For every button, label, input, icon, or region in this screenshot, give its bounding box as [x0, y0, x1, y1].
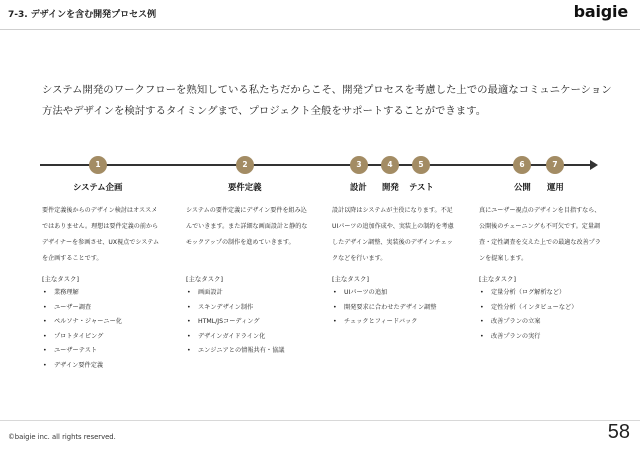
phase-label-requirements: 要件定義 — [228, 182, 262, 192]
list-item: • プロトタイピング — [42, 330, 122, 345]
list-item: • 改善プランの立案 — [479, 315, 577, 330]
list-item: • デザインガイドライン化 — [186, 330, 284, 345]
phase-label-operation: 運用 — [547, 182, 564, 192]
list-item: • チェックとフィードバック — [332, 315, 436, 330]
timeline-node-1: 1 — [89, 156, 107, 174]
timeline-node-2: 2 — [236, 156, 254, 174]
list-item: • ユーザーテスト — [42, 344, 122, 359]
list-item: • 定性分析（インタビューなど） — [479, 301, 577, 316]
timeline-node-4: 4 — [381, 156, 399, 174]
phase-label-planning: システム企画 — [73, 182, 123, 192]
slide-title: 7-3. デザインを含む開発プロセス例 — [8, 10, 157, 20]
list-item: • HTML/JSコーディング — [186, 315, 284, 330]
column-requirements-tasks-heading: [主なタスク] — [186, 275, 223, 283]
column-release-tasks-heading: [主なタスク] — [479, 275, 516, 283]
timeline-arrowhead — [590, 160, 598, 170]
timeline-node-5: 5 — [412, 156, 430, 174]
column-design-tasks-heading: [主なタスク] — [332, 275, 369, 283]
timeline-node-7: 7 — [546, 156, 564, 174]
brand-logo: baigie — [573, 2, 628, 21]
list-item: • 開発要求に合わせたデザイン調整 — [332, 301, 436, 316]
column-release-description: 真にユーザー視点のデザインを目指すなら、公開後のチューニングも不可欠です。定量調査・定性調査を交えた上での最適な改善プランを提案します。 — [479, 207, 601, 262]
header-divider — [0, 29, 640, 30]
phase-label-development: 開発 — [382, 182, 399, 192]
list-item: • 定量分析（ログ解析など） — [479, 286, 577, 301]
phase-label-release: 公開 — [514, 182, 531, 192]
footer-divider — [0, 420, 640, 421]
column-release-task-list — [479, 286, 577, 344]
list-item: • UIパーツの追加 — [332, 286, 436, 301]
lead-paragraph: システム開発のワークフローを熟知している私たちだからこそ、開発プロセスを考慮した上での最適なコミュニケーション方法やデザインを検討するタイミングまで、プロジェクト全般をサポートすることができます。 — [42, 84, 612, 117]
column-planning-tasks-heading: [主なタスク] — [42, 275, 79, 283]
list-item: • 業務理解 — [42, 286, 122, 301]
phase-label-design: 設計 — [350, 182, 367, 192]
list-item: • ペルソナ・ジャーニー化 — [42, 315, 122, 330]
list-item: • 画面設計 — [186, 286, 284, 301]
timeline-node-6: 6 — [513, 156, 531, 174]
copyright-text: ©baigie inc. all rights reserved. — [8, 433, 116, 441]
list-item: • ユーザー調査 — [42, 301, 122, 316]
column-design-description: 設計以降はシステムが主役になります。不足UIパーツの追加作成や、実装上の制約を考慮したデザイン調整、実装後のデザインチェックなどを行います。 — [332, 207, 454, 262]
page-number: 58 — [607, 421, 630, 443]
timeline-line — [40, 164, 592, 166]
column-requirements-task-list — [186, 286, 284, 359]
phase-label-test: テスト — [409, 182, 434, 192]
list-item: • スキンデザイン制作 — [186, 301, 284, 316]
column-planning-description: 要件定義後からのデザイン検討はオススメではありません。理想は要件定義の前からデザイナーを参画させ、UX視点でシステムを企画することです。 — [42, 207, 160, 262]
timeline-node-3: 3 — [350, 156, 368, 174]
column-planning-task-list — [42, 286, 122, 373]
column-requirements-description: システムの要件定義にデザイン要件を組み込んでいきます。また詳細な画面設計と静的なモックアップの制作を進めていきます。 — [186, 207, 308, 246]
list-item: • 改善プランの実行 — [479, 330, 577, 345]
column-design-task-list — [332, 286, 436, 330]
list-item: • デザイン要件定義 — [42, 359, 122, 374]
list-item: • エンジニアとの情報共有・協議 — [186, 344, 284, 359]
